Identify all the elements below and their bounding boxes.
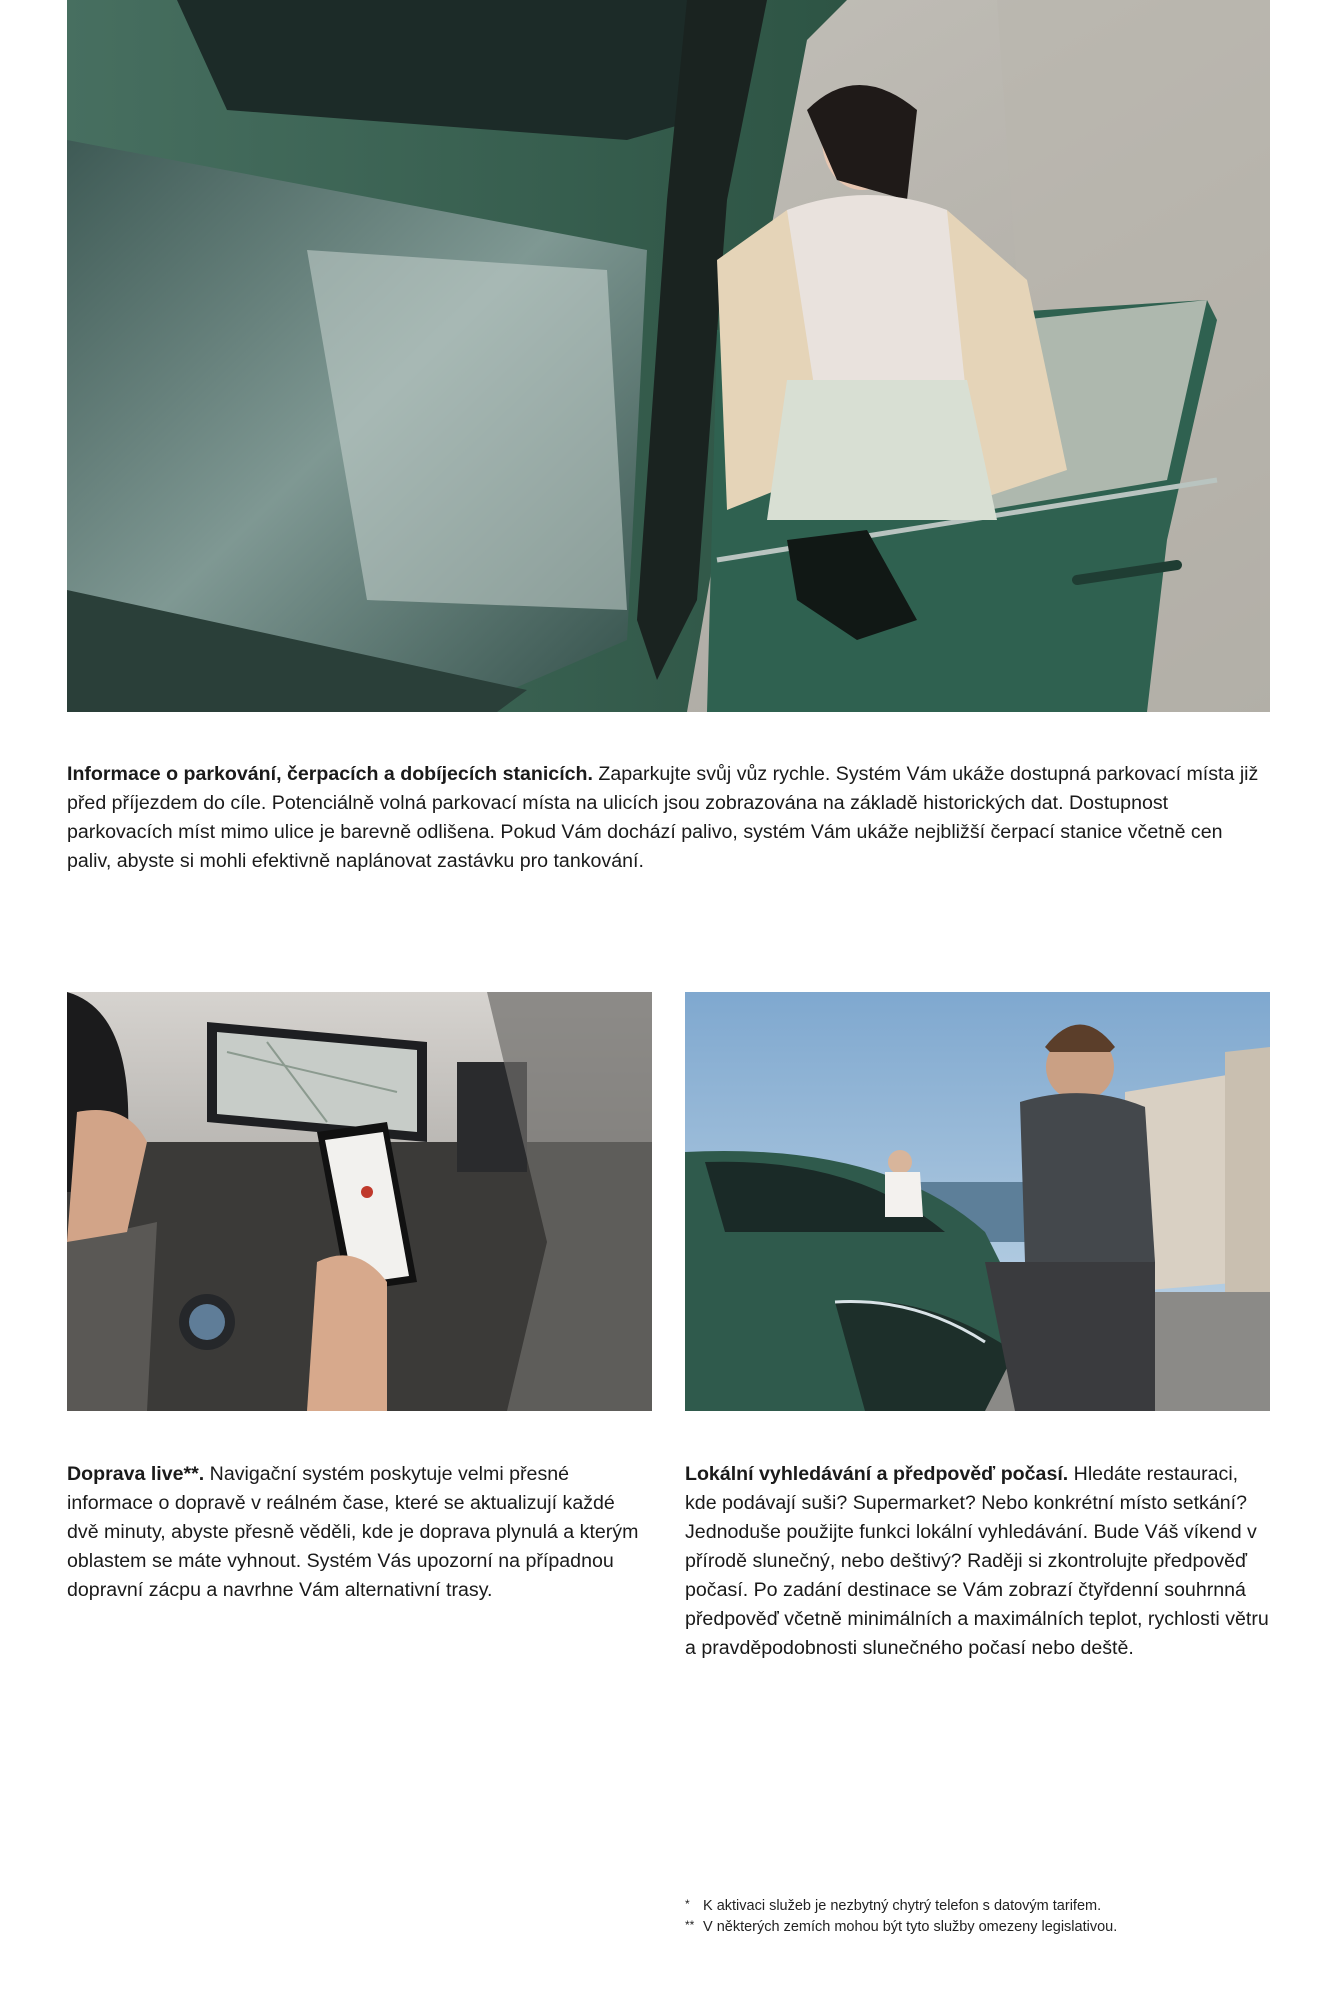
traffic-live-title: Doprava live**. [67, 1463, 205, 1485]
parking-info-paragraph [67, 760, 1272, 876]
local-search-paragraph [685, 1460, 1270, 1663]
man-car-photo [685, 992, 1270, 1411]
cockpit-photo [67, 992, 652, 1411]
car-door-photo-icon [67, 0, 1270, 712]
footnote-mark: ** [685, 1918, 695, 1932]
footnotes [685, 1896, 1270, 1938]
traffic-live-paragraph [67, 1460, 647, 1605]
footnote-mark: * [685, 1897, 690, 1911]
hero-photo [67, 0, 1270, 712]
parking-info-body: Zaparkujte svůj vůz rychle. Systém Vám ukáže dostupná parkovací místa již před příjezdem do cíle. Potenciálně volná parkovací místa na ulicích jsou zobrazována na základě historických dat. Dostupnost parkovacích míst mimo ulice je barevně odlišena. Pokud Vám dochází palivo, systém Vám ukáže nejbližší čerpací stanice včetně cen paliv, abyste si mohli efektivně naplánovat zastávku pro tankování. [67, 763, 1259, 872]
man-leaning-on-car-photo-icon [685, 992, 1270, 1411]
footnote [685, 1917, 1270, 1938]
footnote [685, 1896, 1270, 1917]
parking-info-title: Informace o parkování, čerpacích a dobíjecích stanicích. [67, 763, 593, 785]
traffic-live-body: Navigační systém poskytuje velmi přesné informace o dopravě v reálném čase, které se aktualizují každé dvě minuty, abyste přesně věděli, kde je doprava plynulá a kterým oblastem se máte vyhnout. Systém Vás upozorní na případnou dopravní zácpu a navrhne Vám alternativní trasy. [67, 1463, 639, 1601]
local-search-title: Lokální vyhledávání a předpověď počasí. [685, 1463, 1069, 1485]
navigation-phone-photo-icon [67, 992, 652, 1411]
local-search-body: Hledáte restauraci, kde podávají suši? Supermarket? Nebo konkrétní místo setkání? Jednoduše použijte funkci lokální vyhledávání. Bude Váš víkend v přírodě slunečný, nebo deštivý? Raději si zkontrolujte předpověď počasí. Po zadání destinace se Vám zobrazí čtyřdenní souhrnná předpověď včetně minimálních a maximálních teplot, rychlosti větru a pravděpodobnosti slunečného počasí nebo deště. [685, 1463, 1269, 1659]
footnote-text: V některých zemích mohou být tyto služby omezeny legislativou. [703, 1919, 1118, 1935]
footnote-text: K aktivaci služeb je nezbytný chytrý telefon s datovým tarifem. [703, 1898, 1102, 1914]
